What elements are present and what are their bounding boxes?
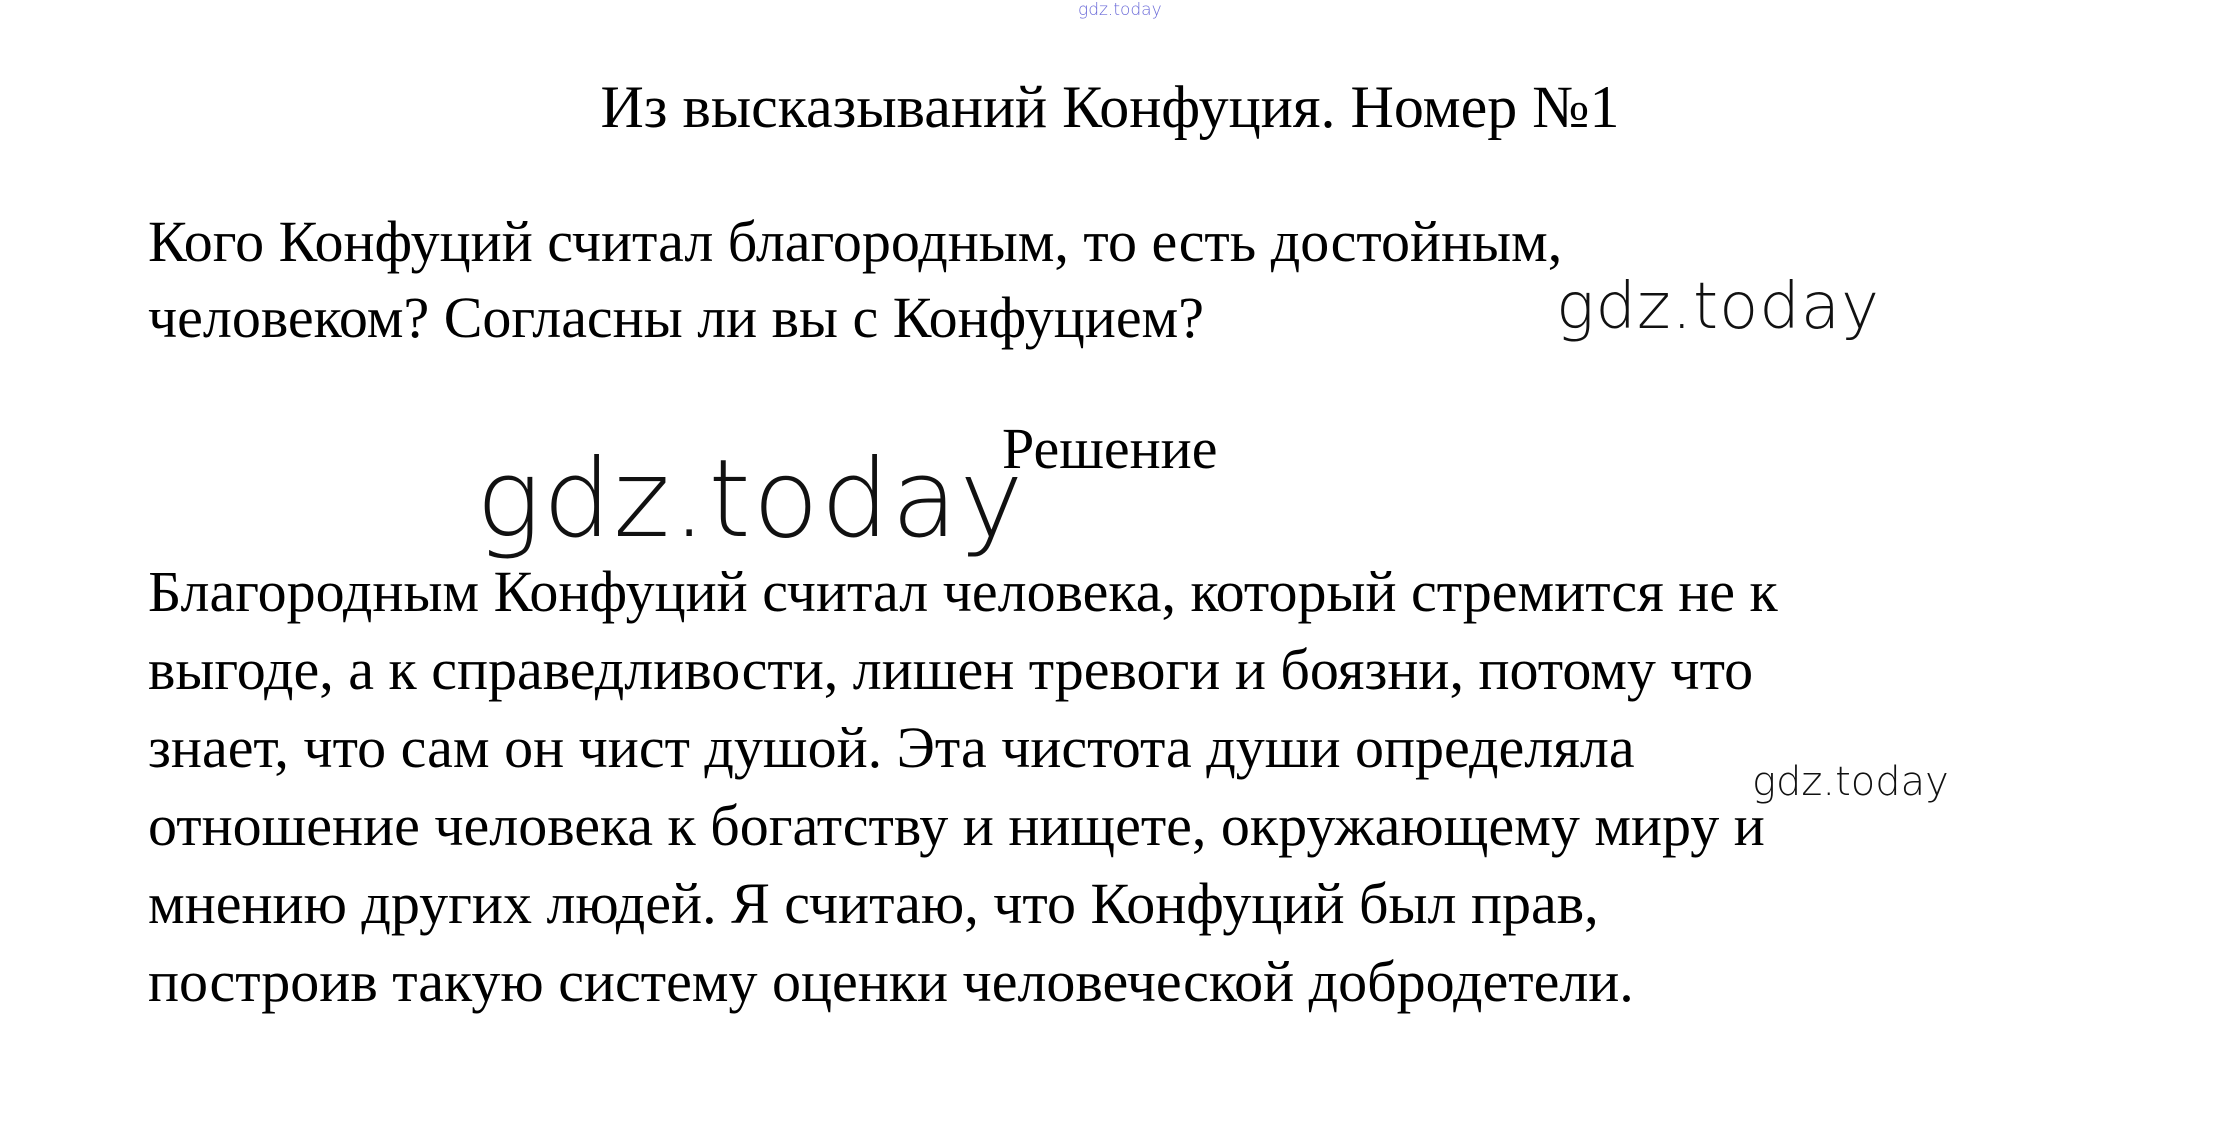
- question-text: [148, 204, 1562, 356]
- question-line: Кого Конфуций считал благородным, то есть достойным,: [148, 209, 1563, 274]
- watermark-answer: gdz.today: [1752, 759, 1949, 805]
- watermark-question: gdz.today: [1556, 270, 1880, 344]
- solution-heading: Решение: [1002, 416, 1218, 481]
- answer-line: построив такую систему оценки человеческой добродетели.: [148, 949, 1634, 1014]
- answer-text: [148, 553, 1778, 1021]
- question-line: человеком? Согласны ли вы с Конфуцием?: [148, 285, 1205, 350]
- answer-line: мнению других людей. Я считаю, что Конфуций был прав,: [148, 871, 1599, 936]
- answer-line: выгоде, а к справедливости, лишен тревоги и боязни, потому что: [148, 637, 1754, 702]
- answer-line: знает, что сам он чист душой. Эта чистота души определяла: [148, 715, 1635, 780]
- answer-line: отношение человека к богатству и нищете, окружающему миру и: [148, 793, 1765, 858]
- answer-line: Благородным Конфуций считал человека, который стремится не к: [148, 559, 1778, 624]
- watermark-top: gdz.today: [1078, 0, 1162, 20]
- watermark-large: gdz.today: [476, 437, 1026, 562]
- page-title: Из высказываний Конфуция. Номер №1: [600, 74, 1620, 140]
